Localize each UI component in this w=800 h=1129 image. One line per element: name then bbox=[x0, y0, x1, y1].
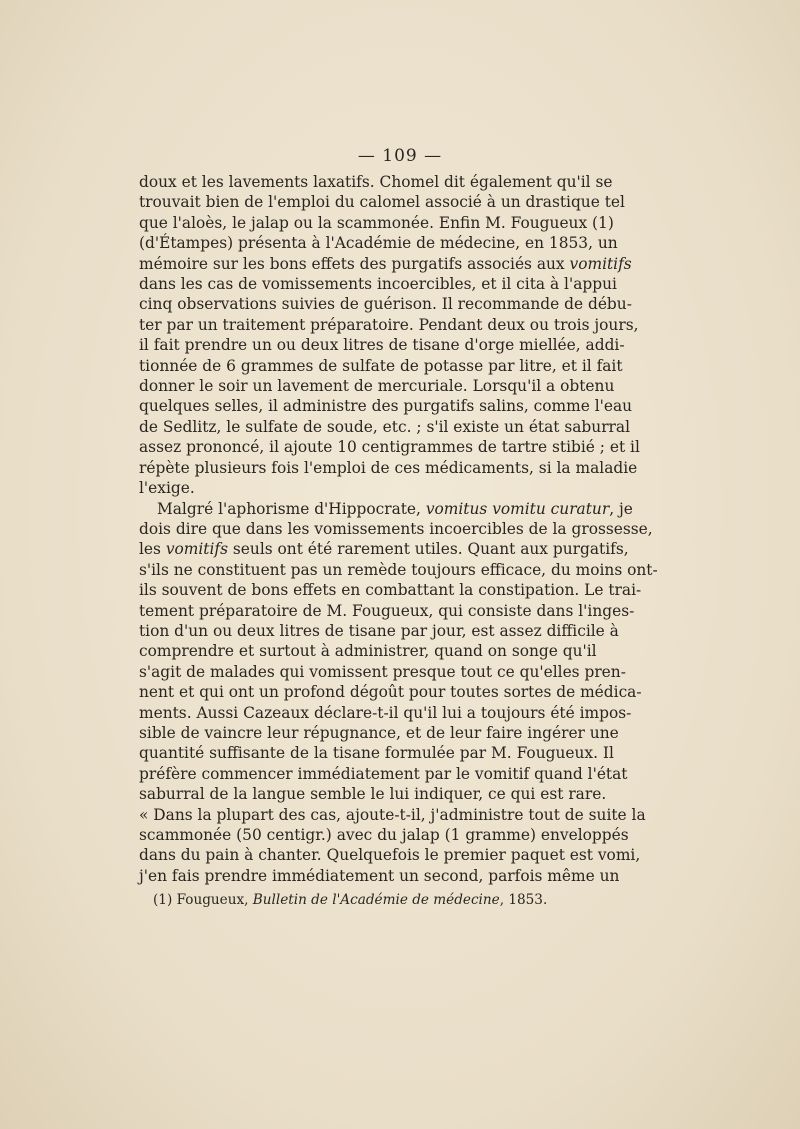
text-line: cinq observations suivies de guérison. Il recommande de débu- bbox=[139, 295, 632, 314]
text-line: quantité suffisante de la tisane formulée par M. Fougueux. Il bbox=[139, 744, 614, 763]
text-line: nent et qui ont un profond dégoût pour toutes sortes de médica- bbox=[139, 683, 642, 702]
text-line: l'exige. bbox=[139, 479, 195, 498]
text-line: s'agit de malades qui vomissent presque tout ce qu'elles pren- bbox=[139, 662, 626, 681]
text-line: les vomitifs seuls ont été rarement utiles. Quant aux purgatifs, bbox=[139, 540, 629, 559]
text-line: ter par un traitement préparatoire. Pendant deux ou trois jours, bbox=[139, 315, 639, 334]
text-line: s'ils ne constituent pas un remède toujours efficace, du moins ont- bbox=[139, 560, 658, 579]
text-line: tion d'un ou deux litres de tisane par jour, est assez difficile à bbox=[139, 621, 619, 640]
text-line: que l'aloès, le jalap ou la scammonée. Enfin M. Fougueux (1) bbox=[139, 213, 614, 232]
italic-phrase: vomitifs bbox=[165, 540, 229, 559]
text-line: préfère commencer immédiatement par le vomitif quand l'état bbox=[139, 764, 628, 783]
page-number: — 109 — bbox=[357, 146, 443, 166]
footnote-rest: , 1853. bbox=[499, 892, 548, 908]
text-line: saburral de la langue semble le lui indiquer, ce qui est rare. bbox=[139, 785, 607, 804]
text-line: donner le soir un lavement de mercuriale. Lorsqu'il a obtenu bbox=[139, 377, 615, 396]
text-line: (d'Étampes) présenta à l'Académie de médecine, en 1853, un bbox=[139, 234, 618, 253]
body-text bbox=[139, 172, 658, 886]
text-line: j'en fais prendre immédiatement un second, parfois même un bbox=[139, 866, 620, 885]
text-line: dans les cas de vomissements incoercibles, et il cita à l'appui bbox=[139, 275, 617, 294]
text-line: « Dans la plupart des cas, ajoute-t-il, j'administre tout de suite la bbox=[139, 805, 646, 824]
text-line: comprendre et surtout à administrer, quand on songe qu'il bbox=[139, 642, 597, 661]
text-line: ils souvent de bons effets en combattant la constipation. Le trai- bbox=[139, 581, 642, 600]
footnote bbox=[153, 892, 547, 908]
text-line: assez prononcé, il ajoute 10 centigrammes de tartre stibié ; et il bbox=[139, 438, 640, 457]
text-line: ments. Aussi Cazeaux déclare-t-il qu'il lui a toujours été impos- bbox=[139, 703, 632, 722]
text-line: dans du pain à chanter. Quelquefois le premier paquet est vomi, bbox=[139, 846, 641, 865]
text-line: Malgré l'aphorisme d'Hippocrate, vomitus vomitu curatur, je bbox=[157, 499, 633, 518]
text-line: dois dire que dans les vomissements incoercibles de la grossesse, bbox=[139, 519, 653, 538]
text-line: tionnée de 6 grammes de sulfate de potasse par litre, et il fait bbox=[139, 356, 623, 375]
text-line: répète plusieurs fois l'emploi de ces médicaments, si la maladie bbox=[139, 458, 638, 477]
footnote-marker: (1) Fougueux, bbox=[153, 892, 253, 908]
italic-phrase: vomitifs bbox=[569, 254, 632, 273]
text-line: trouvait bien de l'emploi du calomel associé à un drastique tel bbox=[139, 193, 625, 212]
text-line: sible de vaincre leur répugnance, et de leur faire ingérer une bbox=[139, 723, 619, 742]
text-line: doux et les lavements laxatifs. Chomel dit également qu'il se bbox=[139, 173, 613, 191]
text-line: il fait prendre un ou deux litres de tisane d'orge miellée, addi- bbox=[139, 336, 625, 355]
footnote-title: Bulletin de l'Académie de médecine bbox=[252, 892, 500, 908]
text-line: quelques selles, il administre des purgatifs salins, comme l'eau bbox=[139, 397, 633, 416]
text-line: mémoire sur les bons effets des purgatifs associés aux vomitifs bbox=[139, 254, 632, 273]
italic-phrase: vomitus vomitu curatur bbox=[425, 499, 610, 518]
text-line: tement préparatoire de M. Fougueux, qui consiste dans l'inges- bbox=[139, 601, 635, 620]
text-line: de Sedlitz, le sulfate de soude, etc. ; s'il existe un état saburral bbox=[139, 417, 631, 436]
text-line: scammonée (50 centigr.) avec du jalap (1 gramme) enveloppés bbox=[139, 826, 629, 844]
